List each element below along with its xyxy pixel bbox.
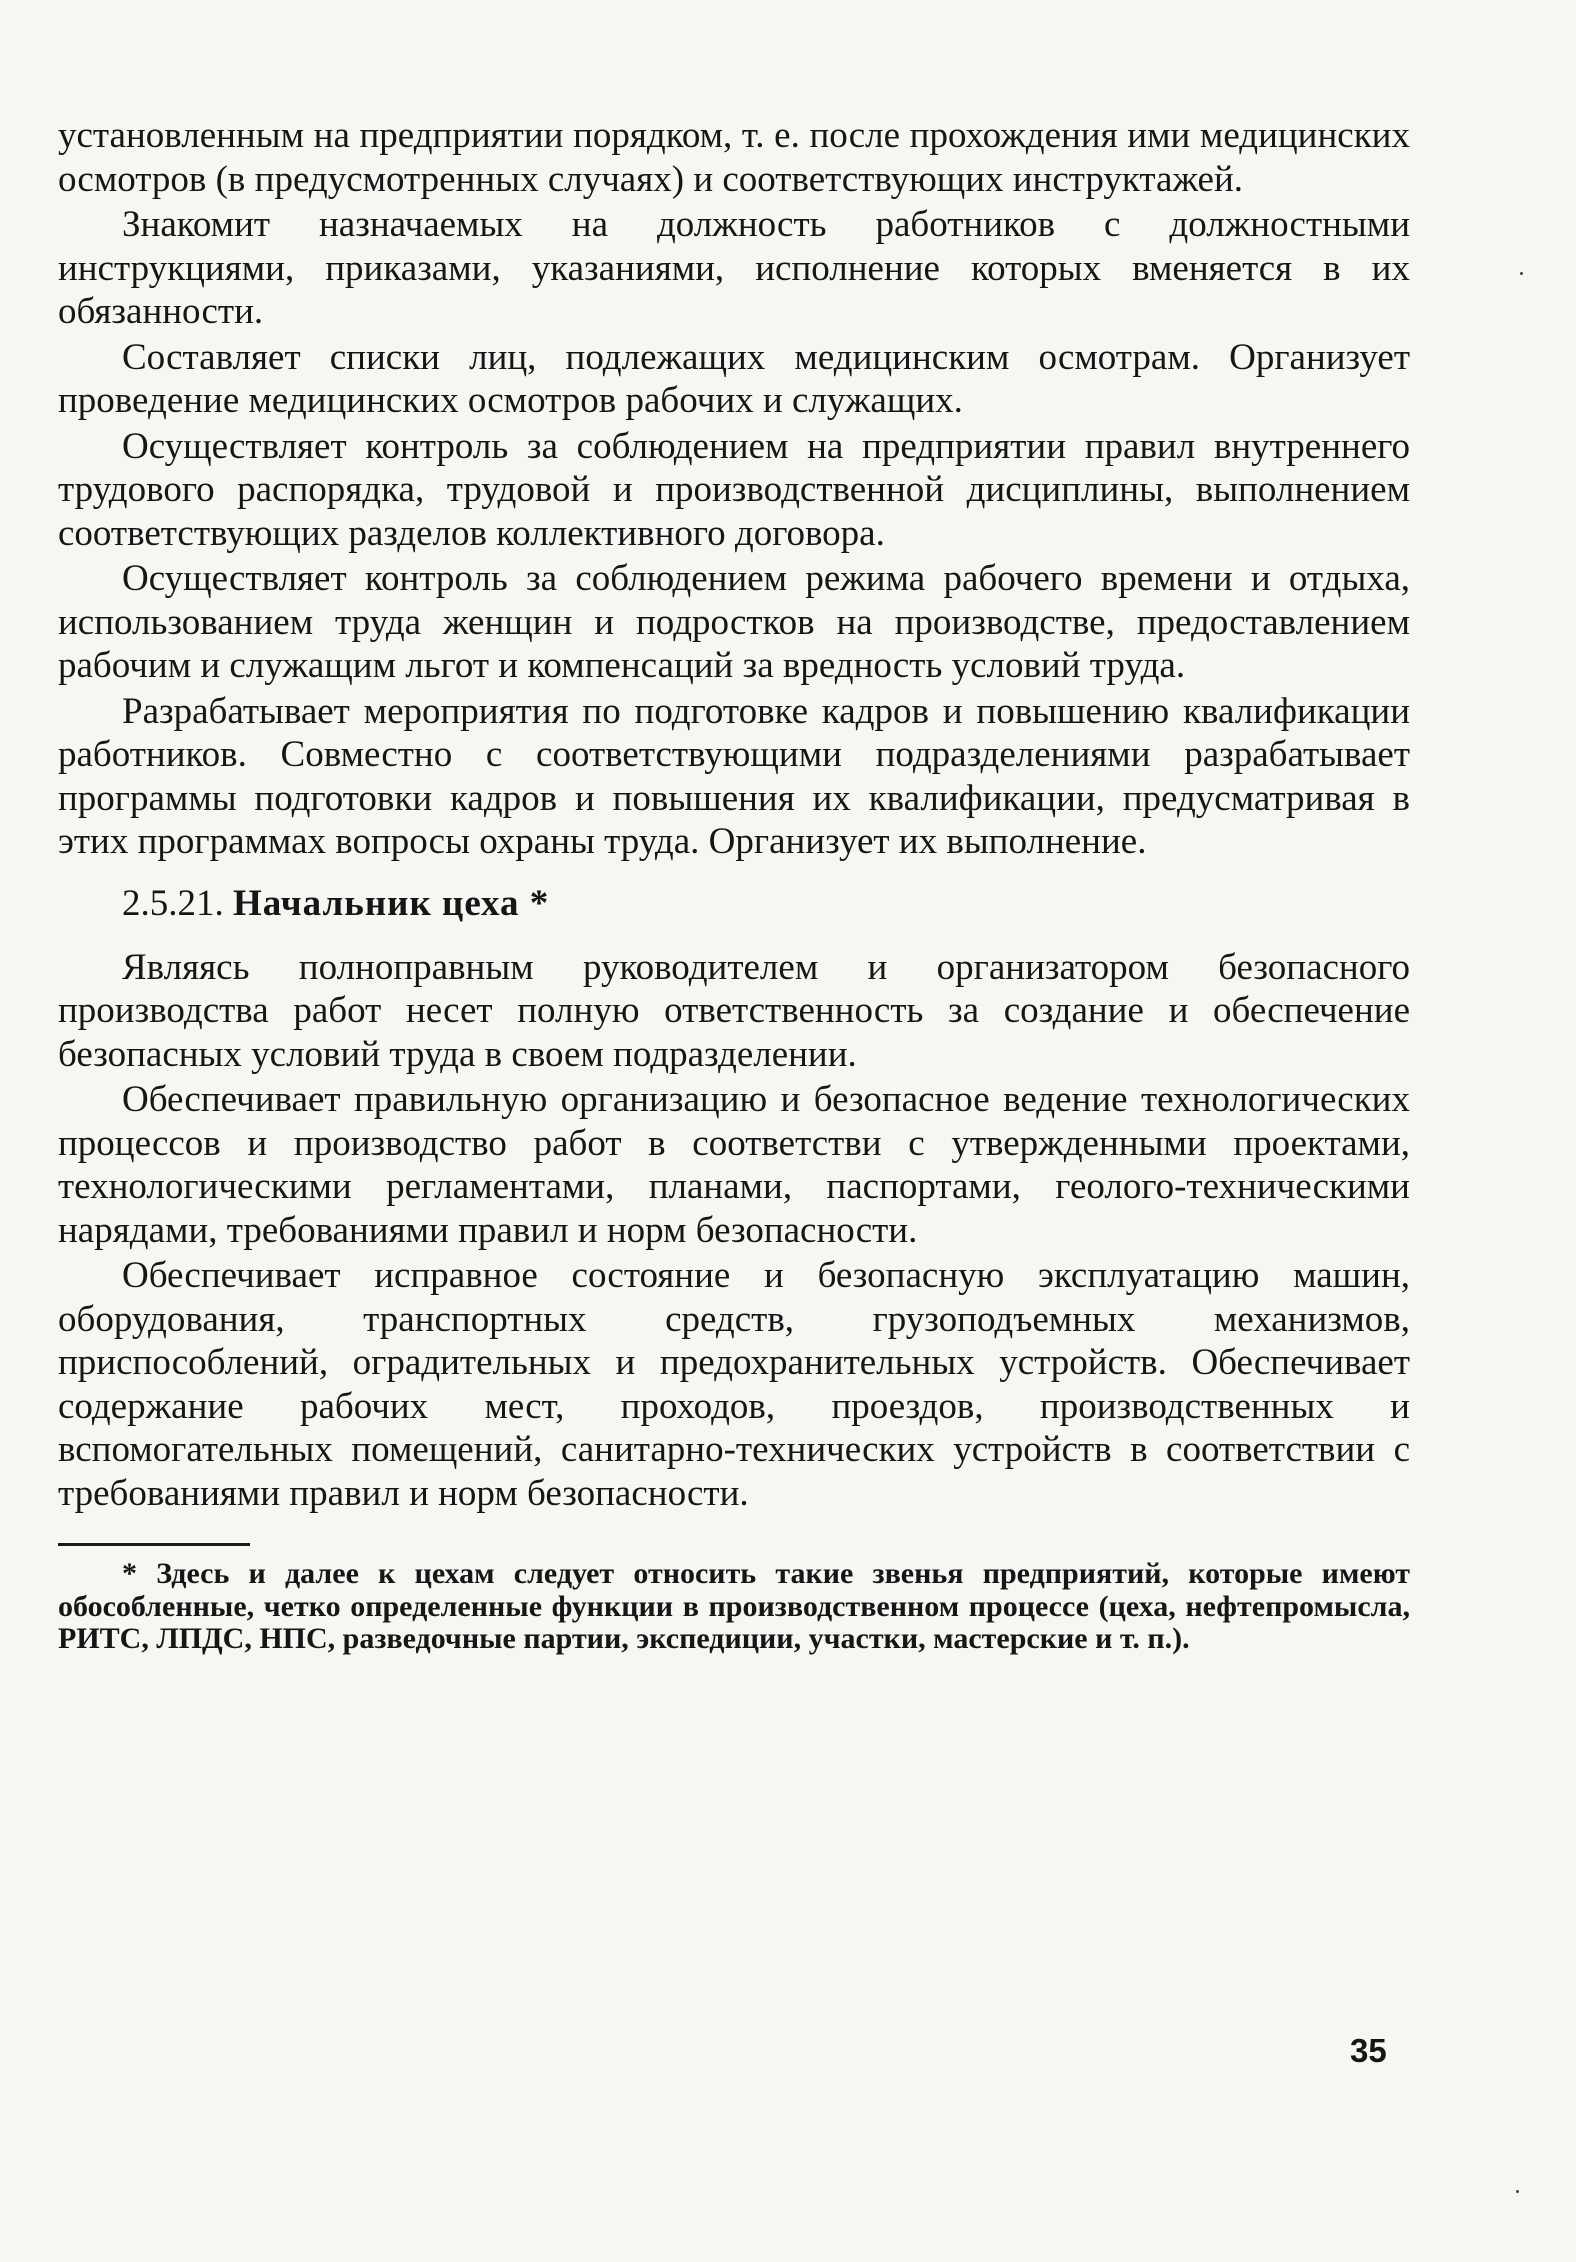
paragraph-job-instructions: Знакомит назначаемых на должность работников с должностными инструкциями, приказами, указаниями, исполнение которых вменяется в их обязанности. [58,204,1410,332]
section-title: Начальник цеха * [233,882,550,924]
section-heading [58,882,1410,926]
paragraph-work-regime-control: Осуществляет контроль за соблюдением режима рабочего времени и отдыха, использованием труда женщин и подростков на производстве, предоставлением рабочим и служащим льгот и компенсаций за вредность условий труда. [58,558,1410,686]
footnote-rule [58,1543,250,1546]
speck-mark [1520,272,1523,275]
page-body [58,114,1410,1656]
paragraph-continuation: установленным на предприятии порядком, т. е. после прохождения ими медицинских осмотров (в предусмотренных случаях) и соответствующих инструктажей. [58,115,1410,200]
section-number: 2.5.21. [122,882,224,924]
paragraph-equipment-condition: Обеспечивает исправное состояние и безопасную эксплуатацию машин, оборудования, транспортных средств, грузоподъемных механизмов, приспособлений, оградительных и предохранительных устройств. Обеспечивает содержание рабочих мест, проходов, проездов, производственных и вспомогательных помещений, санитарно-технических устройств в соответствии с требованиями правил и норм безопасности. [58,1255,1410,1514]
paragraph-training: Разрабатывает мероприятия по подготовке кадров и повышению квалификации работников. Совместно с соответствующими подразделениями разрабатывает программы подготовки кадров и повышения их квалификации, предусматривая в этих программах вопросы охраны труда. Организует их выполнение. [58,690,1410,862]
page-number: 35 [1350,2032,1387,2069]
paragraph-responsibility: Являясь полноправным руководителем и организатором безопасного производства работ несет полную ответственность за создание и обеспечение безопасных условий труда в своем подразделении. [58,946,1410,1075]
speck-mark [1516,2190,1519,2193]
paragraph-process-organization: Обеспечивает правильную организацию и безопасное ведение технологических процессов и производство работ в соответстви с утвержденными проектами, технологическими регламентами, планами, паспортами, геолого-техническими нарядами, требованиями правил и норм безопасности. [58,1079,1410,1251]
footnote: * Здесь и далее к цехам следует относить такие звенья предприятий, которые имеют обособленные, четко определенные функции в производственном процессе (цеха, нефтепромысла, РИТС, ЛПДС, НПС, разведочные партии, экспедиции, участки, мастерские и т. п.). [58,1557,1410,1655]
paragraph-discipline-control: Осуществляет контроль за соблюдением на предприятии правил внутреннего трудового распорядка, трудовой и производственной дисциплины, выполнением соответствующих разделов коллективного договора. [58,425,1410,554]
paragraph-medical-lists: Составляет списки лиц, подлежащих медицинским осмотрам. Организует проведение медицинских осмотров рабочих и служащих. [58,336,1410,421]
